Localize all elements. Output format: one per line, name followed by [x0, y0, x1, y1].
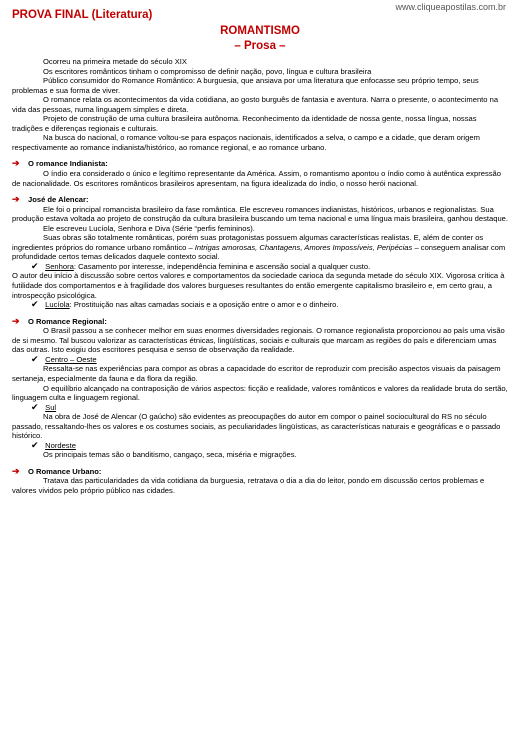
centro-oeste-item — [12, 355, 508, 365]
page-title: ROMANTISMO — [220, 25, 300, 37]
luciola-label: Lucíola — [45, 300, 70, 310]
nordeste-label: Nordeste — [45, 440, 76, 450]
section-heading-regional: ➔ O Romance Regional : — [12, 315, 107, 326]
arrow-icon: ➔ — [12, 465, 20, 476]
sul-item — [12, 403, 508, 413]
alencar-paragraph: O autor deu início à discussão sobre certos valores e comportamentos da sociedade carioca da segunda metade do século XIX. Vigorosa crítica à futilidade dos comportamentos e à fragilidade dos valores burgueses resultantes do então emergente capitalismo brasileiro e, em certo grau, a introspecção psicológica. — [12, 271, 505, 300]
exam-label — [12, 9, 152, 21]
arrow-icon: ➔ — [12, 194, 20, 205]
sul-label: Sul — [45, 402, 57, 412]
indianista-paragraph: O índio era considerado o único e legítimo representante da América. Assim, o romantismo apontou o índio como à autêntica expressão de nacionalidade. Os escritores românticos brasileiros apresentam, na figura idealizada do índio, o nosso herói nacional. — [12, 169, 501, 188]
regional-paragraph: O equilíbrio alcançado na contraposição de vários aspectos: ficção e realidade, valores românticos e valores da realidade bruta do sertão, linguagem culta e linguagem regional. — [12, 383, 508, 403]
regional-paragraph: Os principais temas são o banditismo, cangaço, seca, miséria e migrações. — [43, 450, 297, 460]
intro-paragraph: Os escritores românticos tinham o compromisso de definir nação, povo, língua e cultura brasileira — [43, 66, 372, 76]
section-heading-text: O Romance Regional — [28, 316, 105, 326]
section-heading-urbano: ➔ O Romance Urbano : — [12, 465, 102, 476]
intro-paragraph: Público consumidor do Romance Romântico: A burguesia, que ansiava por uma literatura que enfocasse seu próprio tempo, seus problemas e sua forma de viver. — [12, 76, 479, 95]
checkmark-icon: ✔ — [31, 299, 39, 310]
alencar-paragraph: Ele escreveu Lucíola, Senhora e Diva (Série “perfis femininos). — [43, 223, 255, 233]
alencar-paragraph: Ele foi o principal romancista brasileiro da fase romântica. Ele escreveu romances indianistas, históricos, urbanos e regionalistas. Sua produção estava voltada ao projeto de construção da cultura brasileira buscando um tema nacional e uma língua mais brasileira, ganhou destaque. — [12, 204, 509, 224]
exam-title: PROVA FINAL — [12, 9, 89, 21]
section-heading-alencar: ➔ José de Alencar : — [12, 194, 89, 205]
site-url: www.cliqueapostilas.com.br — [395, 2, 506, 12]
document-body — [12, 57, 508, 496]
nordeste-item — [12, 441, 508, 451]
luciola-item: ✔ Lucíola: Prostituição nas altas camadas sociais e a oposição entre o amor e o dinheiro. — [31, 299, 339, 310]
regional-paragraph: O Brasil passou a se conhecer melhor em suas enormes diversidades regionais. O romance regionalista proporcionou ao país uma visão de si mesmo. Tal buscou valorizar as características étnicas, lingüísticas, sociais e culturais que marcam as regiões do país e diferenciam umas das outras. Isto exigiu dos escritores pesquisa e senso de observação da realidade. — [12, 326, 505, 355]
alencar-paragraph: Suas obras são totalmente românticas, porém suas protagonistas possuem algumas características realistas. E, além de conter os ingredientes próprios do romance urbano romântico – Intrigas amorosas, Chantagens, Amores Impossíveis, Peripécias – conseguem analisar com profundidade certos temas delicados daquele contexto social. — [12, 233, 506, 262]
intro-paragraph: Ocorreu na primeira metade do século XIX — [43, 57, 187, 66]
section-heading-indianista: ➔ O romance Indianista : — [12, 158, 108, 169]
regional-paragraph: Na obra de José de Alencar (O gaúcho) são evidentes as preocupações do autor em compor o painel sociocultural do RS no século passado, ressaltando-lhes os valores e os costumes sociais, as peculiaridades lingüísticas, as características naturais e geográficas e o passado histórico. — [12, 412, 501, 441]
section-heading-text: O romance Indianista — [28, 159, 106, 169]
section-heading-text: José de Alencar — [28, 195, 86, 205]
page-subtitle: – Prosa – — [234, 40, 286, 52]
regional-paragraph: Ressalta-se nas experiências para compor as obras a capacidade do escritor de reproduzir com precisão aspectos visuais da paisagem sertaneja, especialmente da fauna e da flora da região. — [12, 364, 501, 383]
intro-paragraph: Na busca do nacional, o romance voltou-se para espaços nacionais, identificados a selva, o campo e a cidade, que deram origem respectivamente ao romance indianista/histórico, ao romance regional, e ao romance urbano. — [12, 133, 480, 152]
arrow-icon: ➔ — [12, 158, 20, 169]
centro-oeste-label: Centro – Oeste — [45, 354, 97, 364]
senhora-label: Senhora — [45, 261, 74, 271]
intro-paragraph: Projeto de construção de uma cultura brasileira autônoma. Reconhecimento da identidade de nossa gente, nossa língua, nossas tradições e diferenças regionais e culturais. — [12, 114, 477, 133]
checkmark-icon: ✔ — [31, 353, 39, 364]
section-heading-text: O Romance Urbano — [28, 466, 99, 476]
checkmark-icon: ✔ — [31, 401, 39, 412]
exam-subject: (Literatura) — [91, 9, 153, 21]
checkmark-icon: ✔ — [31, 260, 39, 271]
emphasis-text: Intrigas amorosas, Chantagens, Amores Impossíveis, Peripécias — [194, 242, 413, 252]
checkmark-icon: ✔ — [31, 439, 39, 450]
urbano-paragraph: Tratava das particularidades da vida cotidiana da burguesia, retratava o dia a dia do leitor, pondo em discussão certos problemas e valores vividos pelo próprio público nas cidades. — [12, 476, 485, 495]
arrow-icon: ➔ — [12, 315, 20, 326]
intro-paragraph: O romance relata os acontecimentos da vida cotidiana, ao gosto burguês de fantasia e aventura. Narra o presente, o acontecimento na vida das pessoas, numa linguagem simples e direta. — [12, 95, 499, 114]
senhora-item: ✔ Senhora: Casamento por interesse, independência feminina e ascensão social a qualquer custo. — [31, 260, 371, 271]
